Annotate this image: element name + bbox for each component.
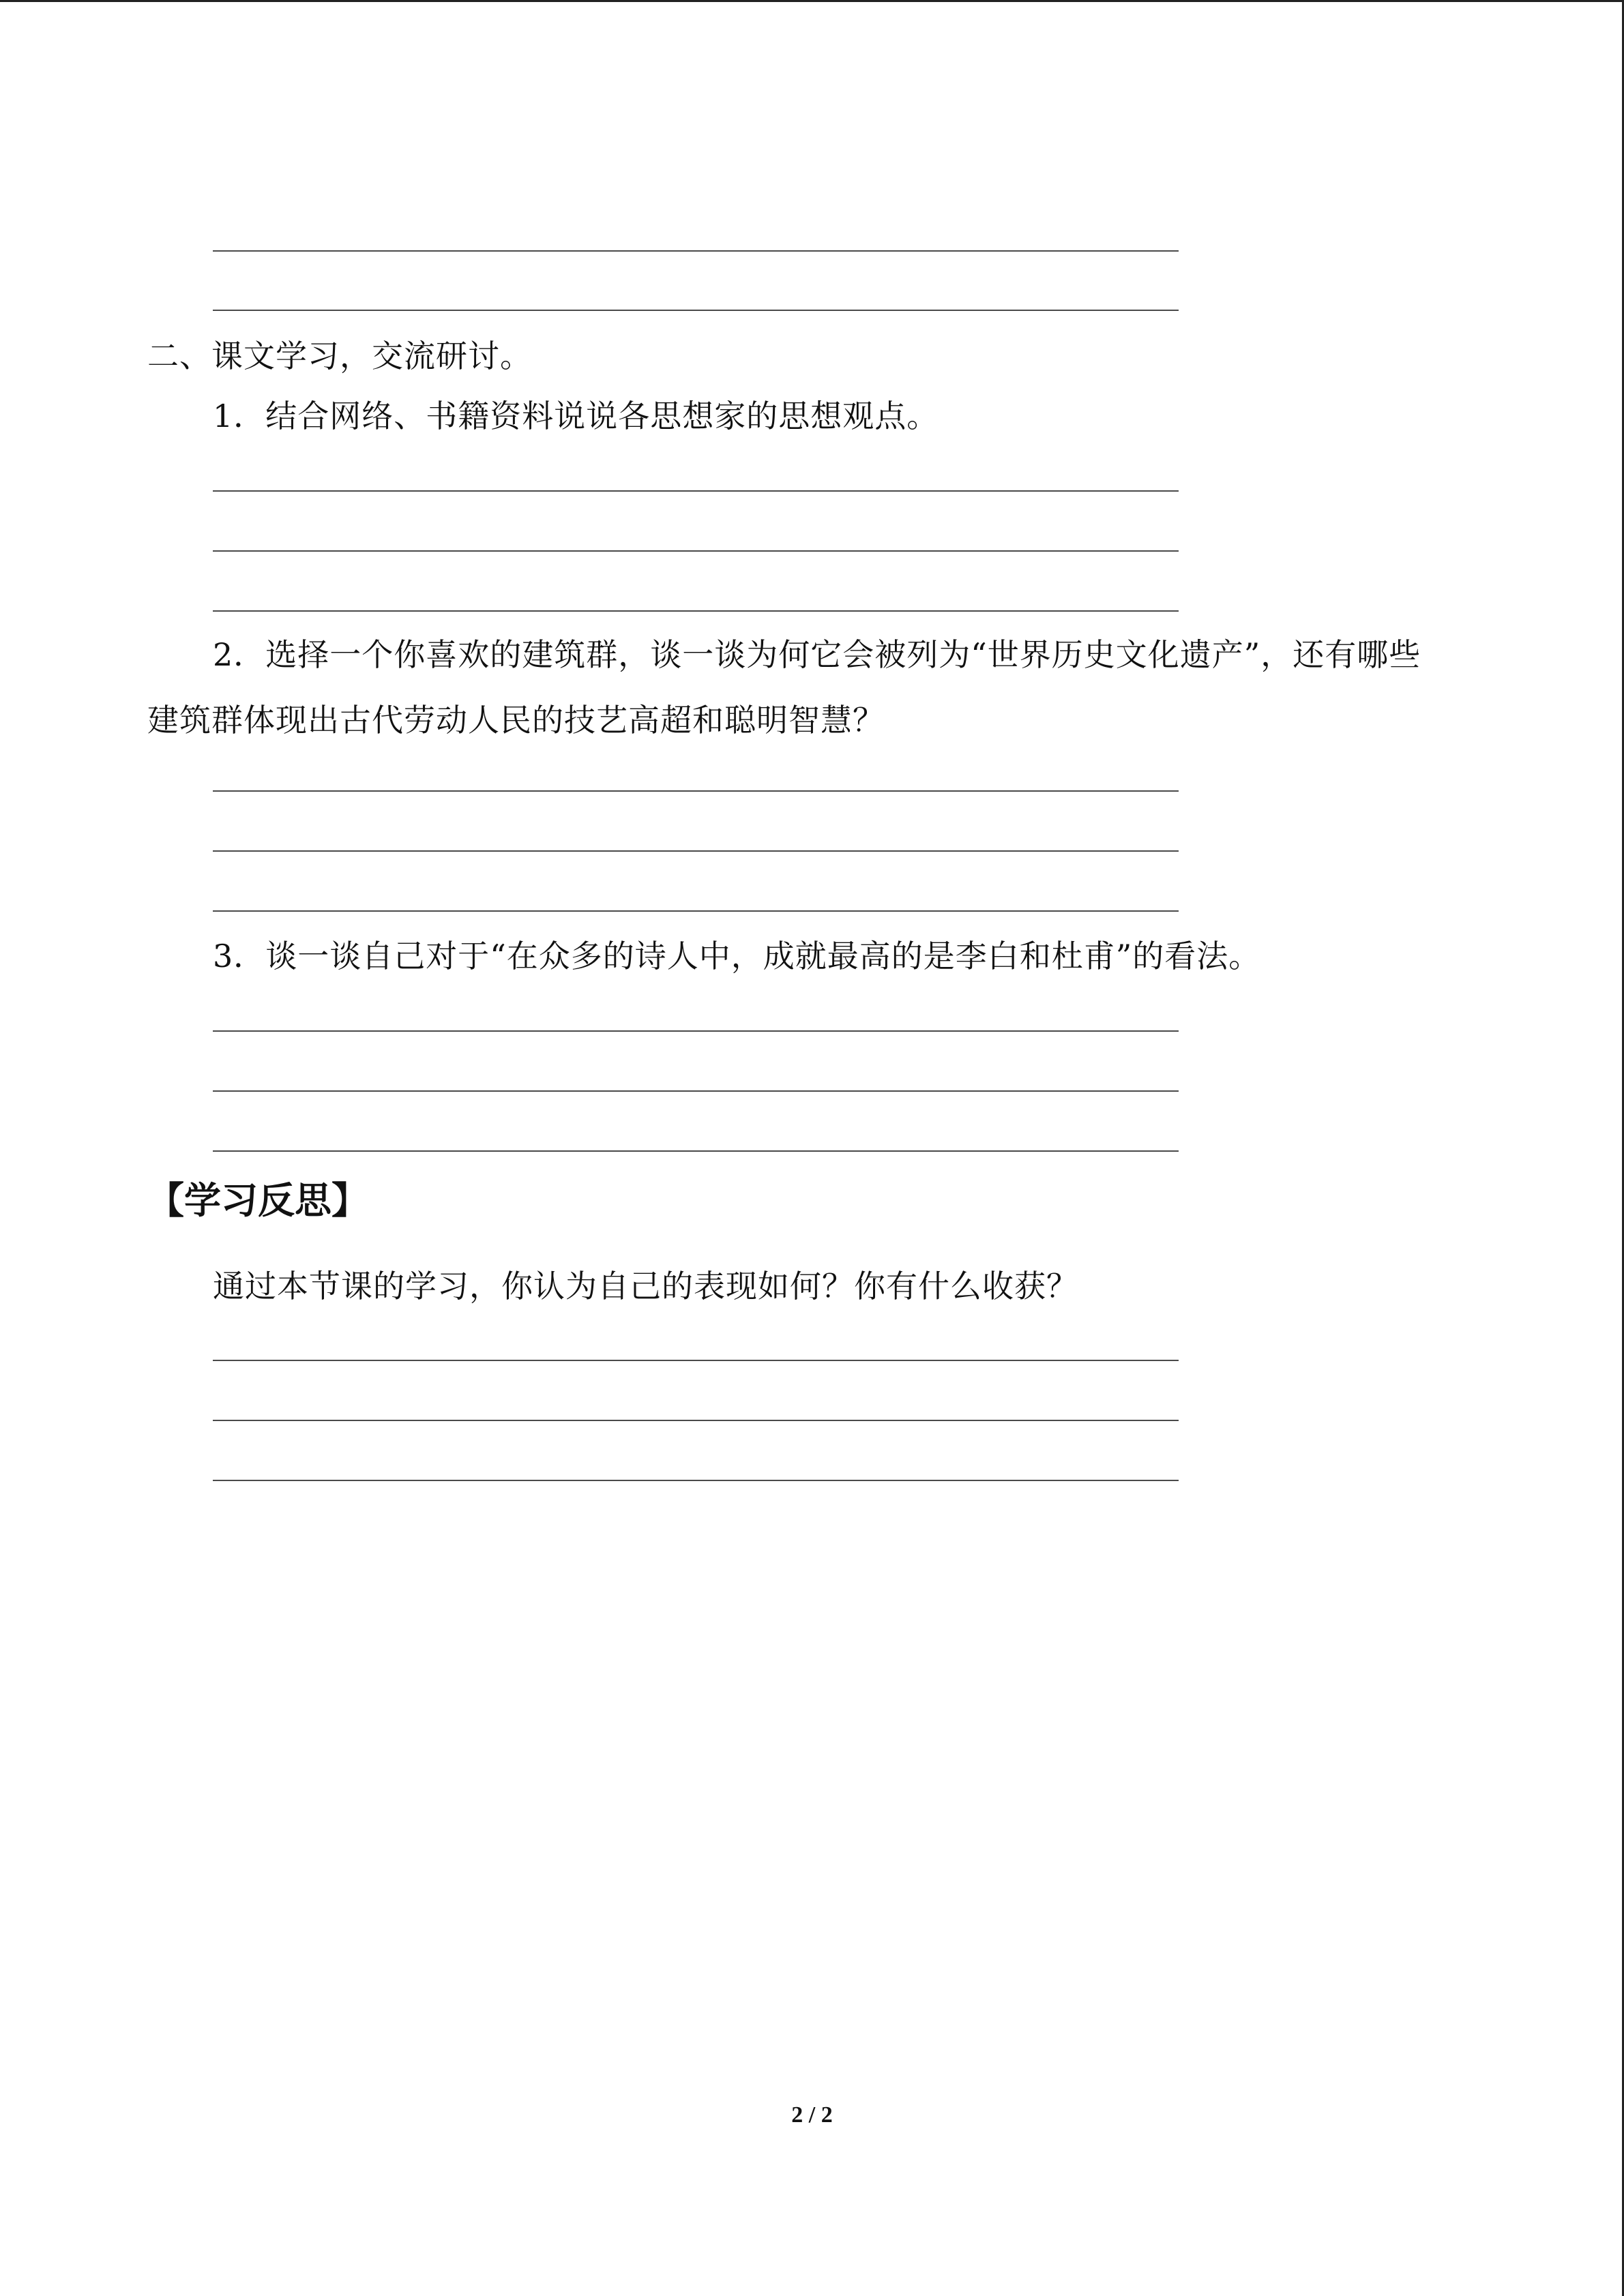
question-2-line-2: 建筑群体现出古代劳动人民的技艺高超和聪明智慧？ (147, 702, 885, 739)
question-1: 1．结合网络、书籍资料说说各思想家的思想观点。 (213, 398, 939, 434)
answer-line[interactable] (213, 1360, 1179, 1361)
answer-line[interactable] (213, 1030, 1179, 1032)
reflection-prompt: 通过本节课的学习，你认为自己的表现如何？你有什么收获？ (213, 1268, 1078, 1304)
question-3: 3．谈一谈自己对于“在众多的诗人中，成就最高的是李白和杜甫”的看法。 (213, 938, 1261, 974)
answer-line[interactable] (213, 1480, 1179, 1481)
answer-line[interactable] (213, 310, 1179, 311)
answer-line[interactable] (213, 790, 1179, 792)
reflection-heading: 【学习反思】 (147, 1179, 368, 1222)
answer-line[interactable] (213, 1420, 1179, 1421)
answer-line[interactable] (213, 550, 1179, 552)
answer-line[interactable] (213, 1090, 1179, 1092)
section-two-title: 二、课文学习，交流研讨。 (147, 338, 532, 374)
answer-line[interactable] (213, 910, 1179, 912)
page-number: 2 / 2 (791, 2102, 833, 2128)
answer-line[interactable] (213, 850, 1179, 852)
answer-line[interactable] (213, 490, 1179, 492)
question-2-line-1: 2．选择一个你喜欢的建筑群，谈一谈为何它会被列为“世界历史文化遗产”，还有哪些 (213, 636, 1421, 673)
page-top-border (0, 0, 1624, 2)
answer-line[interactable] (213, 250, 1179, 252)
answer-line[interactable] (213, 1150, 1179, 1152)
answer-line[interactable] (213, 610, 1179, 612)
